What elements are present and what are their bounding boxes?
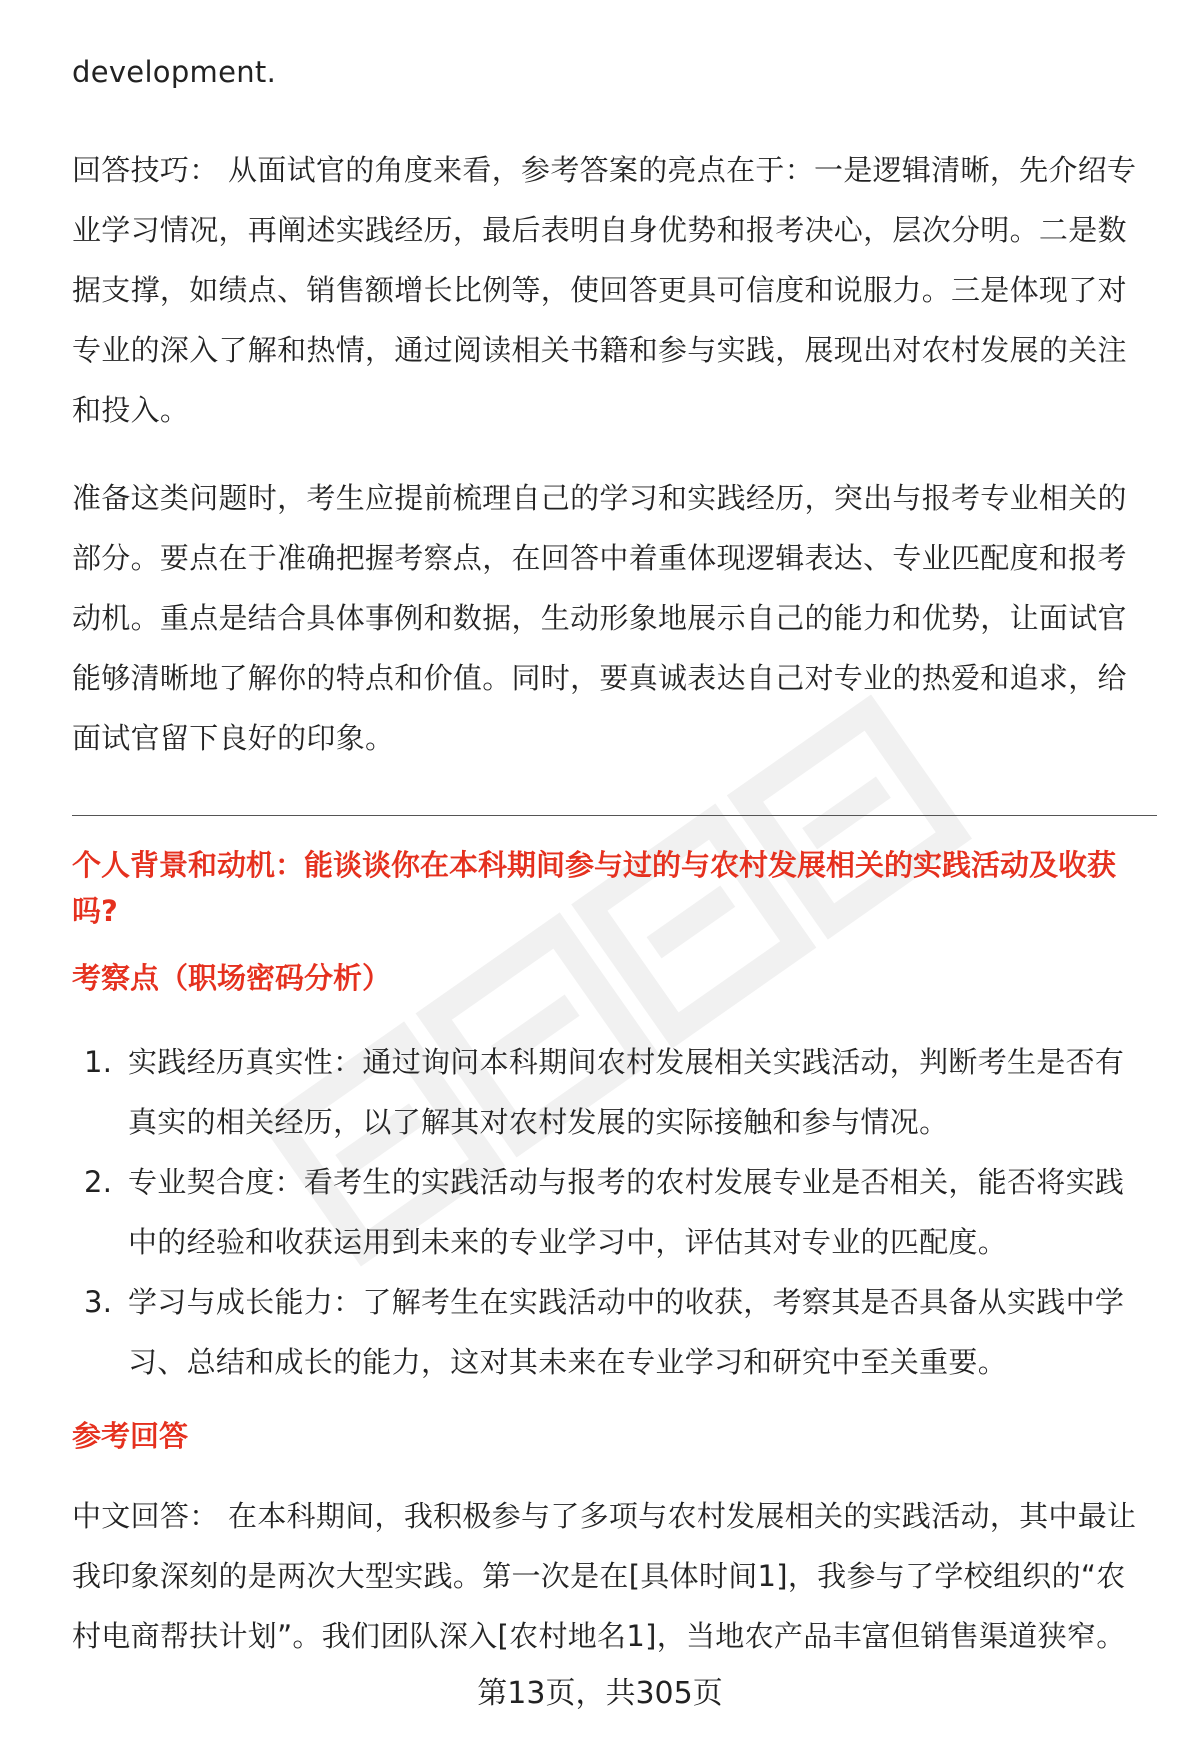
exam-points-list xyxy=(72,1032,1152,1392)
exam-point-item xyxy=(72,1032,1152,1152)
intro-continuation: development. xyxy=(72,55,277,89)
exam-point-number: 2. xyxy=(84,1165,113,1199)
exam-point-number: 1. xyxy=(84,1045,113,1079)
reference-answer-heading: 参考回答 xyxy=(72,1419,189,1453)
question-title: 个人背景和动机：能谈谈你在本科期间参与过的与农村发展相关的实践活动及收获吗? xyxy=(72,848,1117,928)
answer-tips-paragraph: 回答技巧： 从面试官的角度来看，参考答案的亮点在于：一是逻辑清晰，先介绍专业学习情况，再阐述实践经历，最后表明自身优势和报考决心，层次分明。二是数据支撑，如绩点、销售额增长比例等，使回答更具可信度和说服力。三是体现了对专业的深入了解和热情，通过阅读相关书籍和参与实践，展现出对农村发展的关注和投入。 xyxy=(72,153,1137,427)
exam-point-text: 学习与成长能力：了解考生在实践活动中的收获，考察其是否具备从实践中学习、总结和成长的能力，这对其未来在专业学习和研究中至关重要。 xyxy=(128,1285,1125,1379)
page-footer: 第13页，共305页 xyxy=(477,1676,723,1711)
exam-point-item xyxy=(72,1272,1152,1392)
exam-point-item xyxy=(72,1152,1152,1272)
exam-point-number: 3. xyxy=(84,1285,113,1319)
chinese-answer-paragraph: 中文回答： 在本科期间，我积极参与了多项与农村发展相关的实践活动，其中最让我印象深刻的是两次大型实践。第一次是在[具体时间1]，我参与了学校组织的“农村电商帮扶计划”。我们团队深入[农村地名1]，当地农产品丰富但销售渠道狭窄。 xyxy=(72,1499,1137,1653)
section-divider xyxy=(72,815,1157,816)
exam-point-text: 专业契合度：看考生的实践活动与报考的农村发展专业是否相关，能否将实践中的经验和收获运用到未来的专业学习中，评估其对专业的匹配度。 xyxy=(128,1165,1125,1259)
exam-points-heading: 考察点（职场密码分析） xyxy=(72,961,392,995)
preparation-advice-paragraph: 准备这类问题时，考生应提前梳理自己的学习和实践经历，突出与报考专业相关的部分。要点在于准确把握考察点，在回答中着重体现逻辑表达、专业匹配度和报考动机。重点是结合具体事例和数据，生动形象地展示自己的能力和优势，让面试官能够清晰地了解你的特点和价值。同时，要真诚表达自己对专业的热爱和追求，给面试官留下良好的印象。 xyxy=(72,481,1127,755)
exam-point-text: 实践经历真实性：通过询问本科期间农村发展相关实践活动，判断考生是否有真实的相关经历，以了解其对农村发展的实际接触和参与情况。 xyxy=(128,1045,1125,1139)
